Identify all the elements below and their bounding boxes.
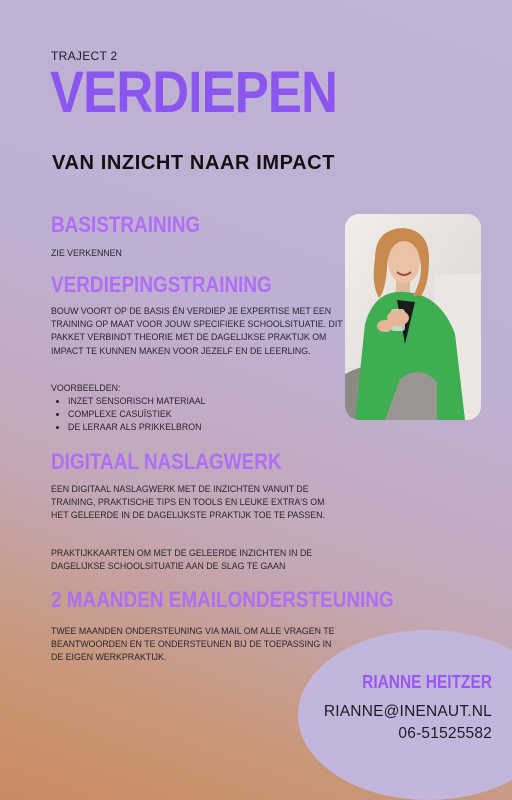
contact-name: RIANNE HEITZER [362, 672, 492, 692]
portrait-illustration [345, 214, 481, 420]
naslagwerk-text-2: PRAKTIJKKAARTEN OM MET DE GELEERDE INZICHTEN IN DE DAGELIJKSE SCHOOLSITUATIE AAN DE SLAG TE GAAN [51, 548, 313, 572]
heading-naslagwerk: DIGITAAL NASLAGWERK [51, 449, 282, 474]
examples-list [52, 395, 206, 434]
examples-label: VOORBEELDEN: [51, 383, 121, 393]
verdiepingstraining-text: BOUW VOORT OP DE BASIS ÉN VERDIEP JE EXPERTISE MET EEN TRAINING OP MAAT VOOR JOUW SPECIFIEKE SCHOOLSITUATIE. DIT PAKKET VERBINDT THEORIE MET DE DAGELIJKSE PRAKTIJK OM IMPACT TE KUNNEN MAKEN VOOR JEZELF EN DE LEERLING. [51, 306, 343, 356]
list-item: • INZET SENSORISCH MATERIAAL [68, 395, 206, 408]
heading-emailondersteuning: 2 MAANDEN EMAILONDERSTEUNING [51, 587, 394, 612]
heading-basistraining: BASISTRAINING [51, 212, 201, 237]
list-item: • DE LERAAR ALS PRIKKELBRON [68, 421, 206, 434]
contact-email[interactable]: RIANNE@INENAUT.NL [323, 703, 492, 720]
trajectory-label: TRAJECT 2 [51, 49, 118, 63]
page-subtitle: VAN INZICHT NAAR IMPACT [52, 152, 336, 174]
portrait-photo [345, 214, 481, 420]
page-title: VERDIEPEN [50, 60, 338, 125]
naslagwerk-text-1: EEN DIGITAAL NASLAGWERK MET DE INZICHTEN VANUIT DE TRAINING, PRAKTISCHE TIPS EN TOOLS EN LEUKE EXTRA'S OM HET GELEERDE IN DE DAGELIJKSTE PRAKTIJK TOE TE PASSEN. [51, 484, 325, 521]
heading-verdiepingstraining: VERDIEPINGSTRAINING [51, 272, 272, 297]
emailondersteuning-text: TWEE MAANDEN ONDERSTEUNING VIA MAIL OM ALLE VRAGEN TE BEANTWOORDEN EN TE ONDERSTEUNEN BIJ DE TOEPASSING IN DE EIGEN WERKPRAKTIJK. [51, 626, 335, 663]
contact-phone[interactable]: 06-51525582 [398, 725, 492, 742]
list-item: • COMPLEXE CASUÏSTIEK [68, 408, 206, 421]
basistraining-text: ZIE VERKENNEN [51, 248, 122, 258]
